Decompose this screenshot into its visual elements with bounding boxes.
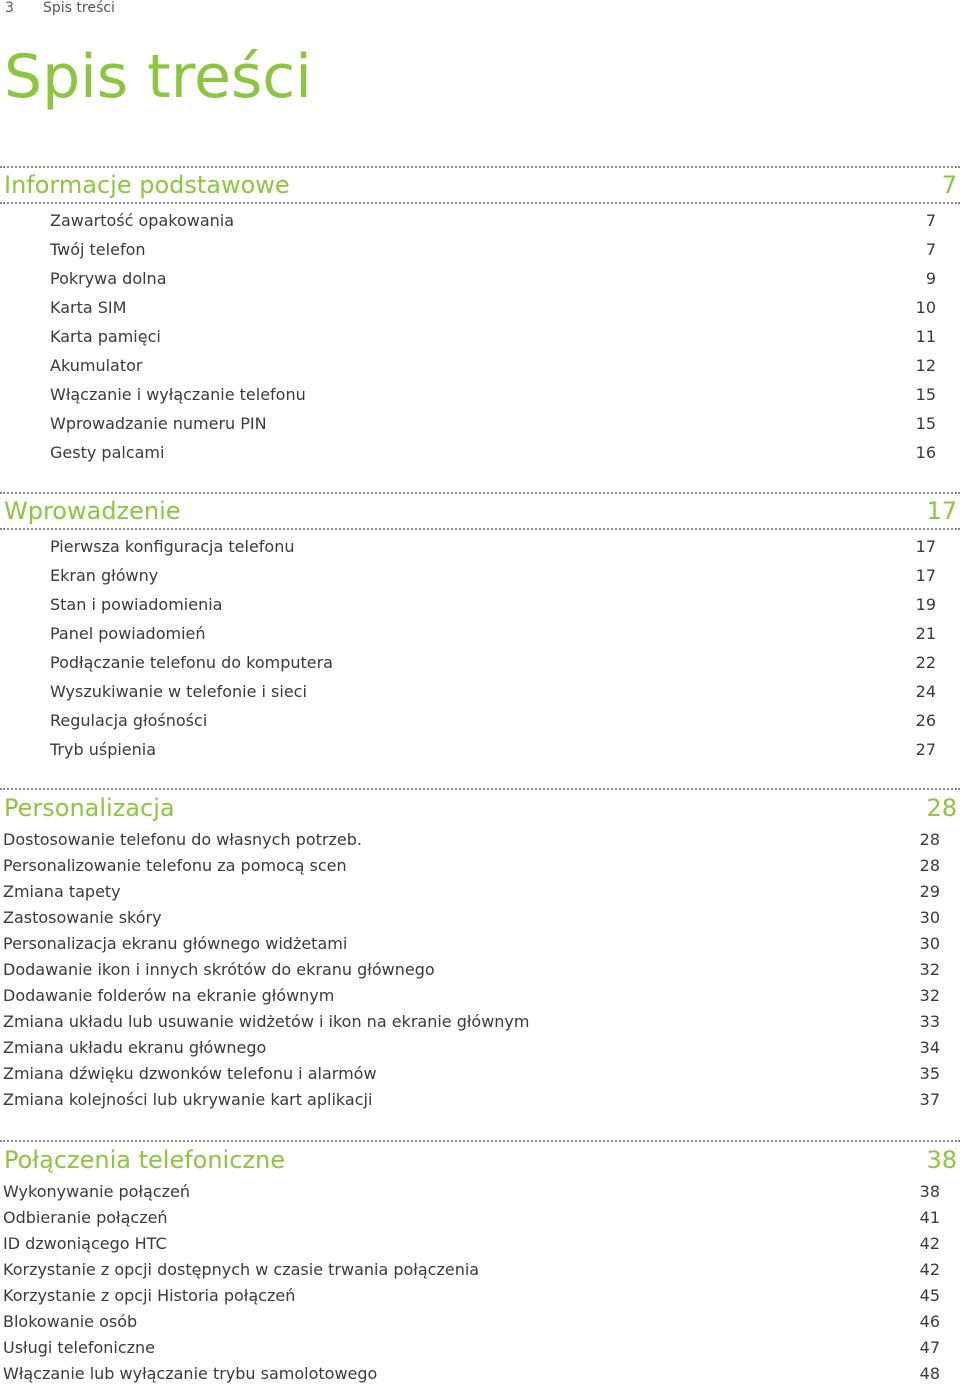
toc-entry-page: 12 — [915, 356, 936, 375]
toc-entry[interactable] — [0, 409, 960, 438]
toc-entry-label: Zmiana układu lub usuwanie widżetów i ikon na ekranie głównym — [3, 1012, 530, 1031]
toc-entry-page: 19 — [915, 595, 936, 614]
toc-entry-page: 45 — [919, 1286, 940, 1305]
toc-entry-list — [0, 532, 960, 764]
toc-entry-label: Gesty palcami — [50, 443, 165, 462]
toc-entry-page: 48 — [919, 1364, 940, 1383]
toc-entry-label: Akumulator — [50, 356, 143, 375]
toc-section-title: Personalizacja — [4, 794, 175, 822]
toc-entry-page: 28 — [919, 830, 940, 849]
toc-entry-label: Wykonywanie połączeń — [3, 1182, 190, 1201]
toc-entry[interactable] — [0, 931, 960, 957]
toc-entry[interactable] — [0, 1335, 960, 1361]
toc-entry-label: Podłączanie telefonu do komputera — [50, 653, 333, 672]
running-header — [5, 0, 115, 16]
toc-entry-label: Panel powiadomień — [50, 624, 206, 643]
toc-entry-page: 30 — [919, 908, 940, 927]
toc-entry[interactable] — [0, 561, 960, 590]
toc-entry-page: 35 — [919, 1064, 940, 1083]
toc-entry-page: 42 — [919, 1260, 940, 1279]
toc-entry[interactable] — [0, 1009, 960, 1035]
toc-entry-page: 24 — [915, 682, 936, 701]
toc-entry-page: 32 — [919, 986, 940, 1005]
toc-entry-page: 17 — [915, 537, 936, 556]
toc-entry[interactable] — [0, 351, 960, 380]
toc-entry-label: Wprowadzanie numeru PIN — [50, 414, 267, 433]
toc-entry[interactable] — [0, 1309, 960, 1335]
toc-entry-page: 21 — [915, 624, 936, 643]
toc-section-title: Informacje podstawowe — [4, 171, 290, 199]
toc-entry-page: 47 — [919, 1338, 940, 1357]
toc-entry-label: Usługi telefoniczne — [3, 1338, 156, 1357]
toc-entry-page: 22 — [915, 653, 936, 672]
toc-entry[interactable] — [0, 1257, 960, 1283]
toc-section-polaczenia-telefoniczne — [0, 1140, 960, 1387]
toc-entry-label: Włączanie lub wyłączanie trybu samolotowego — [3, 1364, 378, 1383]
toc-entry-list — [0, 1179, 960, 1387]
toc-entry-list — [0, 827, 960, 1113]
toc-entry-label: Zastosowanie skóry — [3, 908, 162, 927]
toc-entry[interactable] — [0, 322, 960, 351]
toc-entry[interactable] — [0, 1205, 960, 1231]
toc-entry[interactable] — [0, 827, 960, 853]
toc-entry-page: 7 — [925, 240, 936, 259]
toc-entry-page: 34 — [919, 1038, 940, 1057]
toc-section-personalizacja — [0, 788, 960, 1113]
toc-entry[interactable] — [0, 206, 960, 235]
toc-entry-page: 16 — [915, 443, 936, 462]
toc-entry[interactable] — [0, 532, 960, 561]
toc-entry[interactable] — [0, 1061, 960, 1087]
toc-entry-label: Ekran główny — [50, 566, 159, 585]
toc-section-page: 17 — [926, 497, 957, 525]
toc-entry-label: Zawartość opakowania — [50, 211, 235, 230]
toc-section-page: 7 — [941, 171, 957, 199]
toc-entry-label: Stan i powiadomienia — [50, 595, 223, 614]
toc-entry[interactable] — [0, 879, 960, 905]
toc-entry[interactable] — [0, 905, 960, 931]
toc-entry-page: 17 — [915, 566, 936, 585]
toc-entry-label: Personalizacja ekranu głównego widżetami — [3, 934, 348, 953]
toc-entry[interactable] — [0, 706, 960, 735]
toc-entry[interactable] — [0, 1231, 960, 1257]
toc-entry[interactable] — [0, 957, 960, 983]
toc-entry[interactable] — [0, 235, 960, 264]
toc-section-heading[interactable] — [0, 492, 960, 530]
toc-section-wprowadzenie — [0, 492, 960, 764]
toc-entry-label: Zmiana dźwięku dzwonków telefonu i alarmów — [3, 1064, 377, 1083]
toc-section-heading[interactable] — [0, 166, 960, 204]
toc-entry-label: Personalizowanie telefonu za pomocą scen — [3, 856, 347, 875]
toc-entry-page: 15 — [915, 414, 936, 433]
toc-entry-page: 28 — [919, 856, 940, 875]
toc-entry-page: 7 — [925, 211, 936, 230]
toc-entry[interactable] — [0, 1179, 960, 1205]
toc-entry[interactable] — [0, 264, 960, 293]
toc-entry[interactable] — [0, 590, 960, 619]
toc-entry-page: 38 — [919, 1182, 940, 1201]
toc-entry-label: Pokrywa dolna — [50, 269, 167, 288]
toc-entry-label: Zmiana kolejności lub ukrywanie kart aplikacji — [3, 1090, 373, 1109]
toc-entry-page: 11 — [915, 327, 936, 346]
toc-entry-label: Odbieranie połączeń — [3, 1208, 168, 1227]
toc-entry-label: Twój telefon — [50, 240, 146, 259]
toc-entry-label: Korzystanie z opcji Historia połączeń — [3, 1286, 296, 1305]
toc-entry-label: Tryb uśpienia — [50, 740, 157, 759]
toc-entry-list — [0, 206, 960, 467]
toc-entry-page: 29 — [919, 882, 940, 901]
toc-entry-label: Dodawanie ikon i innych skrótów do ekranu głównego — [3, 960, 435, 979]
toc-entry-page: 32 — [919, 960, 940, 979]
page-title: Spis treści — [4, 42, 312, 112]
toc-entry[interactable] — [0, 1087, 960, 1113]
toc-entry-label: Zmiana układu ekranu głównego — [3, 1038, 267, 1057]
toc-entry-label: Karta SIM — [50, 298, 127, 317]
toc-entry[interactable] — [0, 648, 960, 677]
toc-entry[interactable] — [0, 1035, 960, 1061]
toc-section-heading[interactable] — [0, 788, 960, 826]
toc-entry-label: Dodawanie folderów na ekranie głównym — [3, 986, 335, 1005]
toc-entry-label: Wyszukiwanie w telefonie i sieci — [50, 682, 307, 701]
toc-entry-page: 33 — [919, 1012, 940, 1031]
toc-section-informacje-podstawowe — [0, 166, 960, 467]
toc-entry[interactable] — [0, 619, 960, 648]
toc-section-heading[interactable] — [0, 1140, 960, 1178]
running-title: Spis treści — [43, 0, 115, 16]
page-number: 3 — [5, 0, 14, 16]
toc-entry-label: ID dzwoniącego HTC — [3, 1234, 167, 1253]
toc-entry-page: 9 — [925, 269, 936, 288]
toc-entry[interactable] — [0, 677, 960, 706]
toc-entry-page: 41 — [919, 1208, 940, 1227]
toc-section-title: Połączenia telefoniczne — [4, 1146, 285, 1174]
toc-entry-label: Karta pamięci — [50, 327, 161, 346]
toc-entry-label: Zmiana tapety — [3, 882, 121, 901]
toc-entry-label: Włączanie i wyłączanie telefonu — [50, 385, 306, 404]
toc-entry[interactable] — [0, 380, 960, 409]
toc-entry-page: 37 — [919, 1090, 940, 1109]
toc-entry-label: Korzystanie z opcji dostępnych w czasie trwania połączenia — [3, 1260, 480, 1279]
toc-entry-label: Blokowanie osób — [3, 1312, 138, 1331]
toc-entry[interactable] — [0, 438, 960, 467]
toc-section-page: 28 — [926, 794, 957, 822]
toc-entry[interactable] — [0, 1361, 960, 1387]
toc-entry-page: 46 — [919, 1312, 940, 1331]
toc-entry[interactable] — [0, 735, 960, 764]
toc-entry-page: 27 — [915, 740, 936, 759]
toc-section-title: Wprowadzenie — [4, 497, 181, 525]
toc-entry-label: Dostosowanie telefonu do własnych potrzeb. — [3, 830, 362, 849]
toc-entry[interactable] — [0, 853, 960, 879]
toc-entry-page: 15 — [915, 385, 936, 404]
toc-entry-page: 30 — [919, 934, 940, 953]
toc-entry[interactable] — [0, 983, 960, 1009]
toc-entry-page: 10 — [915, 298, 936, 317]
toc-entry[interactable] — [0, 1283, 960, 1309]
toc-entry[interactable] — [0, 293, 960, 322]
toc-section-page: 38 — [926, 1146, 957, 1174]
toc-entry-label: Regulacja głośności — [50, 711, 208, 730]
toc-entry-label: Pierwsza konfiguracja telefonu — [50, 537, 295, 556]
toc-entry-page: 42 — [919, 1234, 940, 1253]
toc-entry-page: 26 — [915, 711, 936, 730]
